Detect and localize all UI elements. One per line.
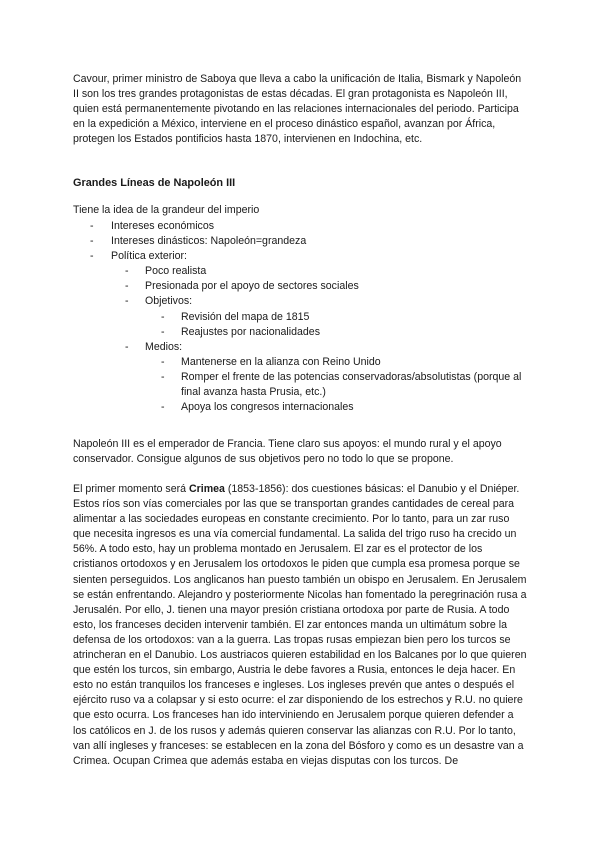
- list-item: [73, 340, 533, 355]
- section-heading: Grandes Líneas de Napoleón III: [73, 177, 236, 189]
- list-item: [73, 294, 533, 309]
- crimea-intro-text: El primer momento será: [73, 483, 189, 495]
- intro-block: [73, 72, 525, 147]
- list-item: [73, 264, 533, 279]
- list-item-text: Intereses económicos: [111, 220, 215, 232]
- list-item-text: Romper el frente de las potencias conservadoras/absolutistas (porque al final avanza hasta Prusia, etc.): [181, 370, 522, 399]
- list-item: [73, 370, 533, 400]
- list-item: [73, 234, 533, 249]
- list-item: [73, 219, 533, 234]
- bullet-dash: -: [125, 280, 129, 293]
- bullet-dash: -: [125, 340, 129, 353]
- list-item-text: Poco realista: [145, 265, 207, 278]
- list-item-text: Medios:: [145, 340, 183, 353]
- paragraph-napoleon: Napoleón III es el emperador de Francia. Tiene claro sus apoyos: el mundo rural y el apoyo conservador. Consigue algunos de sus objetivos pero no todo lo que se propone.: [73, 438, 502, 466]
- intro-paragraph: Cavour, primer ministro de Saboya que lleva a cabo la unificación de Italia, Bismark y Napoleón II son los tres grandes protagonistas de estas décadas. El gran protagonista es Napoleón III, quien está permanentemente pivotando en las relaciones internacionales del periodo. Participa en la expedición a México, interviene en el proceso dinástico español, avanzan por África, protegen los Estados pontificios hasta 1870, intervienen en Indochina, etc.: [73, 73, 522, 146]
- list-item-text: Presionada por el apoyo de sectores sociales: [145, 280, 359, 293]
- bullet-dash: -: [161, 325, 165, 338]
- list-item-text: Revisión del mapa de 1815: [181, 310, 310, 323]
- list-item-text: Objetivos:: [145, 295, 193, 308]
- outline-lead: Tiene la idea de la grandeur del imperio: [73, 204, 260, 216]
- list-item: [73, 325, 533, 340]
- bullet-dash: -: [125, 265, 129, 278]
- bullet-dash: -: [161, 355, 165, 368]
- list-item-text: Intereses dinásticos: Napoleón=grandeza: [111, 235, 307, 248]
- list-item-text: Reajustes por nacionalidades: [181, 325, 320, 338]
- paragraph-crimea: [73, 482, 528, 769]
- bullet-dash: -: [161, 310, 165, 323]
- list-item-text: Política exterior:: [111, 250, 187, 263]
- list-item: [73, 355, 533, 370]
- bullet-dash: -: [90, 220, 94, 232]
- list-item: [73, 400, 533, 415]
- outline-list: [73, 219, 533, 415]
- bullet-dash: -: [90, 250, 94, 263]
- list-item: [73, 310, 533, 325]
- list-item: [73, 249, 533, 264]
- crimea-body-text: (1853-1856): dos cuestiones básicas: el Danubio y el Dniéper. Estos ríos son vías comerciales por las que se transportan grandes cantidades de cereal para alimentar a las sociedades europeas en constante crecimiento. Por lo tanto, para un zar ruso que necesita ingresos es una vía comercial fundamental. La salida del trigo ruso ha crecido un 56%. A todo esto, hay un problema montado en Jerusalem. El zar es el protector de los cristianos ortodoxos y en Jerusalem los ortodoxos le piden que cumpla esa promesa porque se sienten perseguidos. Los anglicanos han puesto también un obispo en Jerusalem. En Jerusalem se están enfrentando. Alejandro y posteriormente Nicolas han fomentado la peregrinación rusa a Jerusalén. Por ello, J. tienen una mayor presión cristiana ortodoxa por parte de Rusia. A todo esto, los franceses deciden intervenir también. El zar entonces manda un ultimátum sobre la defensa de los ortodoxos: van a la guerra. Las tropas rusas empiezan bien pero los turcos se atrincheran en el Danubio. Los austriacos quieren estabilidad en los Balcanes por lo que quieren que estén los turcos, sin embargo, Austria le debe favores a Rusia, entonces le deja hacer. En esto no están tranquilos los franceses e ingleses. Los ingleses prevén que antes o después el ejército ruso va a colapsar y si esto ocurre: el zar disponiendo de los estrechos y R.U. no quiere que esto ocurra. Los franceses han ido interviniendo en Jerusalem porque quieren defender a los católicos en J. de los rusos y además quieren conservar las alianzas con R.U. Por lo tanto, van allí ingleses y franceses: se establecen en la zona del Bósforo y como es un desastre van a Crimea. Ocupan Crimea que además estaba en viejas disputas con los turcos. De: [73, 483, 527, 767]
- bullet-dash: -: [161, 370, 165, 383]
- list-item-text: Apoya los congresos internacionales: [181, 401, 354, 414]
- list-item-text: Mantenerse en la alianza con Reino Unido: [181, 355, 381, 368]
- bullet-dash: -: [161, 401, 165, 414]
- bullet-dash: -: [125, 295, 129, 308]
- list-item: [73, 279, 533, 294]
- crimea-bold-term: Crimea: [188, 483, 225, 495]
- bullet-dash: -: [90, 235, 94, 248]
